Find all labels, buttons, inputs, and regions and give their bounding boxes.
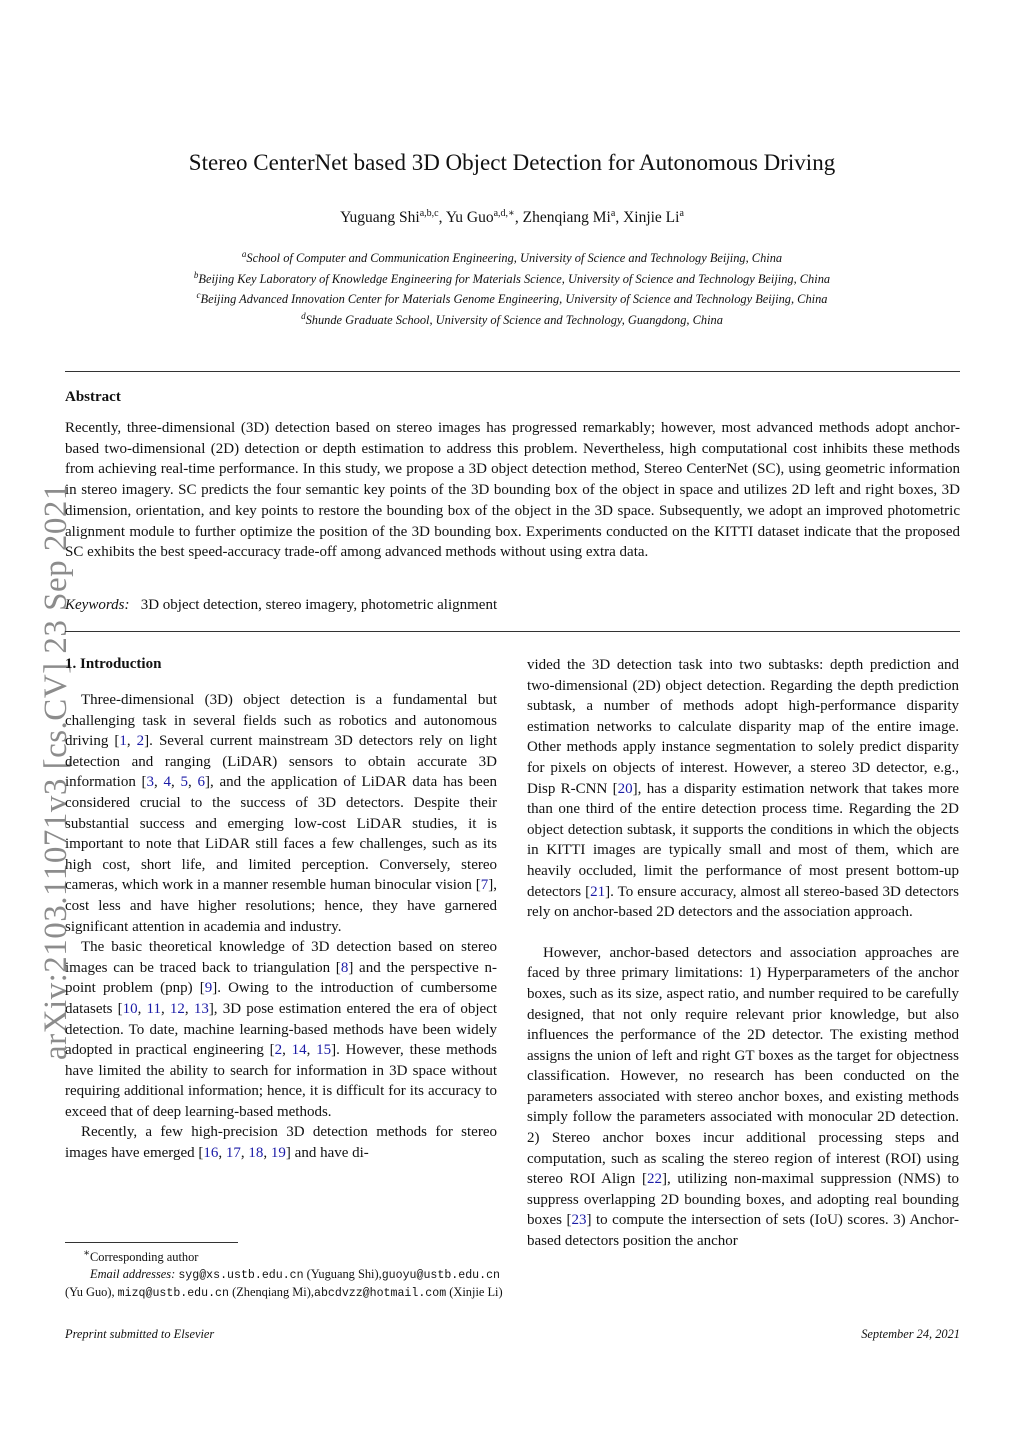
email-owner: (Yuguang Shi), bbox=[303, 1266, 382, 1281]
keywords bbox=[65, 597, 497, 614]
email-address: mizq@ustb.edu.cn bbox=[117, 1287, 229, 1301]
affiliation-line bbox=[60, 246, 964, 267]
paragraph: Recently, a few high-precision 3D detection methods for stereo images have emerged [16, 17, 18, 19] and have di- bbox=[65, 1124, 497, 1162]
footer-right: September 24, 2021 bbox=[861, 1327, 960, 1341]
email-address: abcdvzz@hotmail.com bbox=[313, 1287, 447, 1301]
email-label: Email addresses: bbox=[90, 1266, 179, 1281]
footnote-corresponding bbox=[65, 1246, 515, 1266]
abstract-heading: Abstract bbox=[65, 389, 121, 405]
footnotes bbox=[65, 1246, 515, 1303]
citation-link: 21 bbox=[590, 883, 606, 900]
section-heading: 1. Introduction bbox=[65, 656, 162, 672]
citation-link: 19 bbox=[270, 1145, 286, 1162]
citation-link: 17 bbox=[225, 1145, 241, 1162]
footnote-emails bbox=[65, 1266, 515, 1303]
affiliation-line bbox=[60, 267, 964, 288]
citation-link: 2 bbox=[274, 1042, 283, 1059]
citation-link: 1 bbox=[119, 733, 127, 750]
author-name: Yu Guo bbox=[445, 209, 494, 227]
right-column bbox=[527, 655, 959, 1252]
footnote-mark: ∗ bbox=[83, 1248, 91, 1259]
email-owner: (Xinjie Li) bbox=[446, 1285, 503, 1300]
email-address: guoyu@ustb.edu.cn bbox=[381, 1268, 500, 1282]
affiliation-line bbox=[60, 287, 964, 308]
keywords-text: 3D object detection, stereo imagery, photometric alignment bbox=[140, 597, 498, 613]
email-owner: (Zhenqiang Mi), bbox=[228, 1285, 314, 1300]
affiliation-line bbox=[60, 308, 964, 329]
citation-link: 7 bbox=[480, 877, 489, 894]
author-name: Yuguang Shi bbox=[340, 209, 420, 227]
citation-link: 16 bbox=[203, 1145, 219, 1162]
citation-link: 20 bbox=[617, 780, 633, 797]
paragraph: Three-dimensional (3D) object detection is a fundamental but challenging task in several fields such as robotics and autonomous driving [1, 2]. Several current mainstream 3D detectors rely on light detection and ranging (LiDAR) sensors to obtain accurate 3D information [3, 4, 5, 6], and the application of LiDAR data has been considered crucial to the success of 3D detectors. Despite their substantial success and emerging low-cost LiDAR studies, it is important to note that LiDAR still faces a few challenges, such as its high cost, short life, and limited perception. Conversely, stereo cameras, which work in a manner resemble human binocular vision [7], cost less and have higher resolutions; hence, they have garnered significant attention in academia and industry. bbox=[65, 692, 498, 935]
citation-link: 13 bbox=[193, 1000, 209, 1017]
affiliation-text: School of Computer and Communication Engineering, University of Science and Technology Beijing, China bbox=[246, 251, 783, 266]
affiliation-text: Shunde Graduate School, University of Science and Technology, Guangdong, China bbox=[305, 313, 723, 327]
author-affil-mark: a bbox=[610, 208, 616, 219]
citation-link: 22 bbox=[646, 1171, 662, 1188]
citation-link: 18 bbox=[248, 1145, 264, 1162]
author-list: Yuguang Shi$^{a,b,c}$, Yu Guo$^{a,d,∗}$, Zhenqiang Mi$^a$, Xinjie Li$^a$ bbox=[340, 208, 684, 227]
citation-link: 4 bbox=[163, 774, 172, 791]
citation-link: 14 bbox=[291, 1042, 307, 1059]
email-owner: (Yu Guo), bbox=[65, 1285, 118, 1300]
citation-link: 12 bbox=[169, 1000, 185, 1017]
top-rule bbox=[65, 371, 960, 372]
author-name: Zhenqiang Mi bbox=[522, 209, 611, 227]
left-column bbox=[65, 690, 497, 1164]
citation-link: 9 bbox=[204, 980, 213, 997]
affiliation-mark: b bbox=[193, 269, 199, 280]
affiliation-mark: a bbox=[241, 249, 247, 259]
footer-left: Preprint submitted to Elsevier bbox=[65, 1327, 215, 1341]
paragraph: The basic theoretical knowledge of 3D detection based on stereo images can be traced back to triangulation [8] and the perspective n-point problem (pnp) [9]. Owing to the introduction of cumbersome datasets [10, 11, 12, 13], 3D pose estimation entered the era of object detection. To date, machine learning-based methods have been widely adopted in practical engineering [2, 14, 15]. However, these methods have limited the ability to search for information in 3D space without requiring additional information; hence, it is difficult for its accuracy to exceed that of deep learning-based methods. bbox=[65, 939, 498, 1120]
arxiv-stamp: arXiv:2103.11071v3 [cs.CV] 23 Sep 2021 bbox=[38, 483, 74, 1060]
author-affil-mark: a bbox=[679, 208, 684, 219]
citation-link: 2 bbox=[136, 733, 145, 750]
author-affil-mark: a,d,∗ bbox=[493, 208, 515, 219]
author-name: Xinjie Li bbox=[623, 209, 680, 227]
citation-link: 5 bbox=[180, 774, 189, 791]
paper-title: Stereo CenterNet based 3D Object Detection for Autonomous Driving bbox=[188, 150, 836, 175]
citation-link: 11 bbox=[146, 1000, 161, 1017]
affiliation-list bbox=[60, 246, 964, 329]
abstract-bottom-rule bbox=[65, 631, 960, 632]
citation-link: 6 bbox=[197, 774, 205, 791]
affiliation-text: Beijing Advanced Innovation Center for Materials Genome Engineering, University of Science and Technology Beijing, China bbox=[200, 292, 828, 307]
affiliation-mark: c bbox=[196, 290, 201, 301]
affiliation-text: Beijing Key Laboratory of Knowledge Engineering for Materials Science, University of Science and Technology Beijing, China bbox=[198, 271, 831, 286]
keywords-label: Keywords: bbox=[65, 597, 130, 613]
paragraph: vided the 3D detection task into two subtasks: depth prediction and two-dimensional (2D) object detection. Regarding the depth prediction subtask, a number of methods adopt high-performance disparity estimation networks to calculate disparity map of the entire image. Other methods apply instance segmentation to solely predict disparity for pixels on objects of interest. However, a stereo 3D detector, e.g., Disp R-CNN [20], has a disparity estimation network that takes more than one third of the entire detection process time. Regarding the 2D object detection subtask, it supports the conditions in which the objects in KITTI images are typically small and most of them, which are heavily occluded, limit the performance of most present bottom-up detectors [21]. To ensure accuracy, almost all stereo-based 3D detectors rely on anchor-based 2D detectors and the association approach. bbox=[527, 657, 959, 921]
citation-link: 8 bbox=[340, 959, 349, 976]
citation-link: 23 bbox=[571, 1212, 587, 1229]
affiliation-mark: d bbox=[301, 310, 306, 321]
author-affil-mark: a,b,c bbox=[419, 208, 439, 219]
email-address: syg@xs.ustb.edu.cn bbox=[178, 1268, 304, 1282]
footnote-corresponding-text: Corresponding author bbox=[90, 1250, 199, 1265]
paragraph: However, anchor-based detectors and association approaches are faced by three primary limitations: 1) Hyperparameters of the anchor boxes, such as its size, aspect ratio, and number required to be carefully designed, that not only require relevant prior knowledge, but also influences the performance of the 2D detector. The existing method assigns the union of left and right GT boxes as the target for objectness classification. However, no research has been conducted on the parameters associated with stereo anchor boxes, and existing methods simply follow the parameters associated with monocular 2D detection. 2) Stereo anchor boxes incur additional processing steps and computation, such as scaling the stereo region of interest (ROI) using stereo ROI Align [22], utilizing non-maximal suppression (NMS) to suppress overlapping 2D bounding boxes, and adopting real bounding boxes [23] to compute the intersection of sets (IoU) scores. 3) Anchor-based detectors position the anchor bbox=[527, 944, 959, 1250]
footnote-rule bbox=[65, 1242, 238, 1243]
abstract-text: Recently, three-dimensional (3D) detection based on stereo images has progressed remarkably; however, most advanced methods adopt anchor-based two-dimensional (2D) detection or depth estimation to address this problem. Nevertheless, high computational cost inhibits these methods from achieving real-time performance. In this study, we propose a 3D object detection method, Stereo CenterNet (SC), using geometric information in stereo imagery. SC predicts the four semantic key points of the 3D bounding box of the object in space and utilizes 2D left and right boxes, 3D dimension, orientation, and key points to restore the bounding box of the object in the 3D space. Subsequently, we adopt an improved photometric alignment module to further optimize the position of the 3D bounding box. Experiments conducted on the KITTI dataset indicate that the proposed SC exhibits the best speed-accuracy trade-off among advanced methods without using extra data. bbox=[65, 420, 960, 561]
citation-link: 3 bbox=[146, 774, 155, 791]
citation-link: 15 bbox=[316, 1042, 332, 1059]
citation-link: 10 bbox=[122, 1000, 138, 1017]
